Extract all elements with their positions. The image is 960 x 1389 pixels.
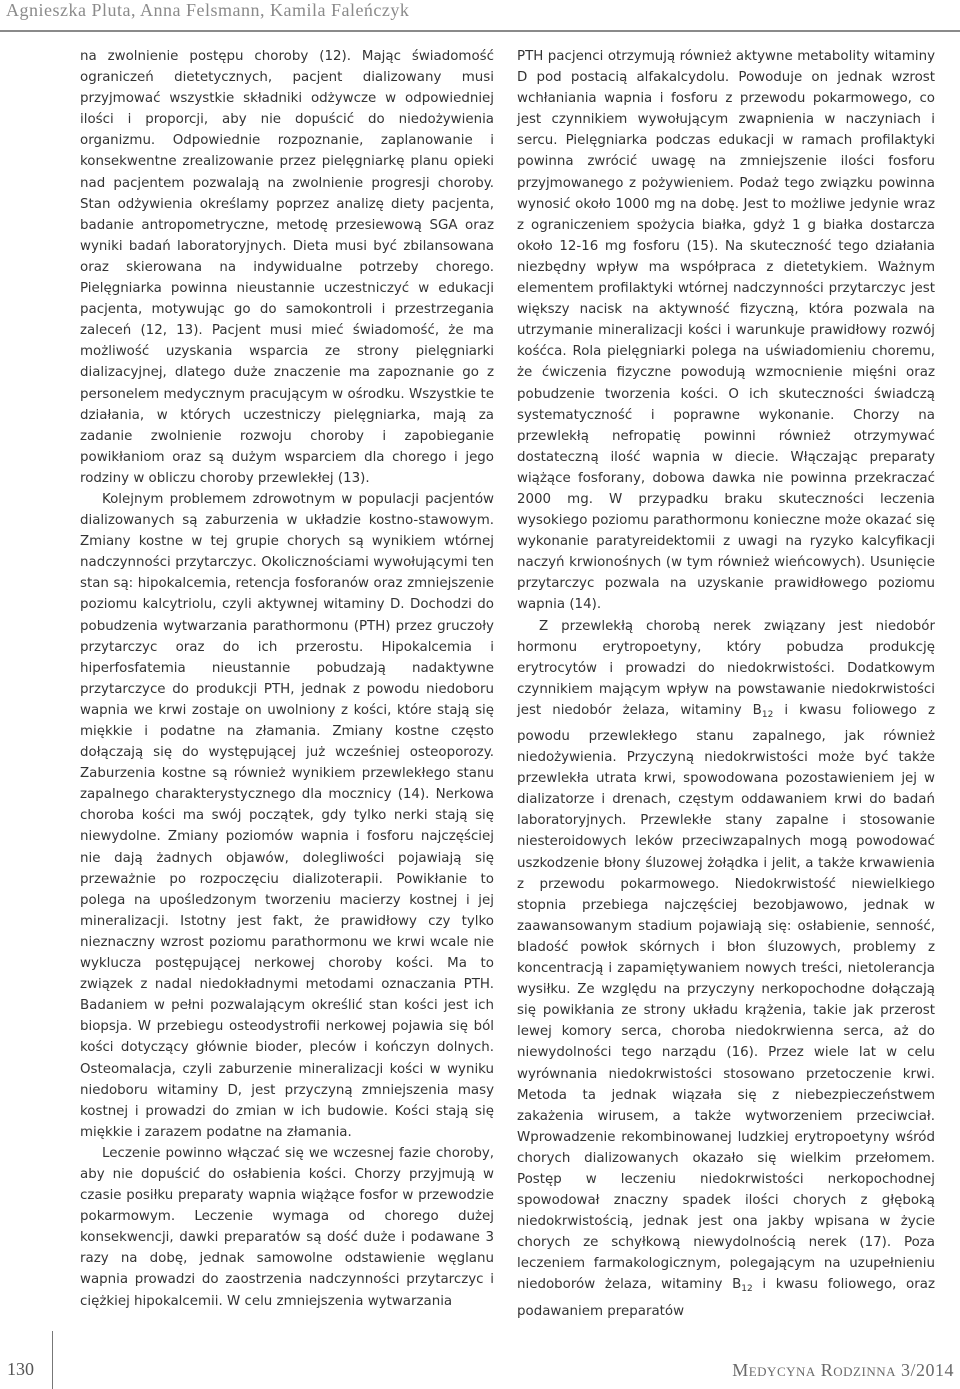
paragraph: [517, 616, 935, 1322]
paragraph-text: i kwasu foliowego, oraz podawaniem preparatów: [517, 1277, 935, 1319]
right-column: [517, 46, 935, 1322]
paragraph: na zwolnienie postępu choroby (12). Mając świadomość ograniczeń dietetycznych, pacjent dializowany musi przyjmować wszystkie składniki odżywcze w odpowiedniej ilości i proporcji, aby nie dopuścić do niedożywienia organizmu. Odpowiednie rozpoznanie, zaplanowanie i konsekwentne zrealizowanie przez pielęgniarkę planu opieki nad pacjentem pozwalają na zwolnienie progresji choroby. Stan odżywienia określamy poprzez analizę diety pacjenta, badanie antropometryczne, metodę przesiewową SGA oraz wyniki badań laboratoryjnych. Dieta musi być zbilansowana oraz skierowana na indywidualne potrzeby chorego. Pielęgniarka powinna nieustannie uczestniczyć w edukacji pacjenta, motywując go do samokontroli i przestrzegania zaleceń (12, 13). Pacjent musi mieć świadomość, że ma możliwość uzyskania wsparcia ze strony pielęgniarki dializacyjnej, dlatego duże znaczenie ma zapoznanie go z personelem medycznym pracującym w ośrodku. Wszystkie te działania, w których uczestniczy pielęgniarka, mają za zadanie zwolnienie rozwoju choroby i zapobieganie powikłaniom oraz są dużym wsparciem dla chorego i jego rodziny w obliczu choroby przewlekłej (13).: [80, 49, 494, 486]
paragraph-text: i kwasu foliowego z powodu przewlekłego stanu zapalnego, jak również niedożywienia. Przyczyną niedokrwistości może być także przewlekła utrata krwi, spowodowana pozostawieniem jej w dializatorze i drenach, częstym oddawaniem krwi do badań laboratoryjnych. Przewlekłe stany zapalne i stosowanie niesteroidowych leków przeciwzapalnych mogą powodować uszkodzenie błony śluzowej żołądka i jelit, a także krwawienia z przewodu pokarmowego. Niedokrwistość niewielkiego stopnia przebiega najczęściej bezobjawowo, jednak w zaawansowanym stadium pojawiają się: osłabienie, senność, bladość powłok skórnych i błon śluzowych, problemy z koncentracją i zapamiętywaniem nowych treści, nietolerancja wysiłku. Ze względu na przyczyny nerkopochodne dołączają się powikłania ze strony układu krążenia, takie jak przerost lewej komory serca, choroba niedokrwienna serca, aż do niewydolności tego narządu (16). Przez wiele lat w celu wyrównania niedokrwistości stosowano przetoczenie krwi. Metoda ta jednak wiązała się z niebezpieczeństwem zakażenia wirusem, a także wytworzeniem przeciwciał. Wprowadzenie rekombinowanej ludzkiej erytropoetyny wśród chorych dializowanych okazało się wielkim przełomem. Postęp w leczeniu niedokrwistości nerkopochodnej spowodował znaczny spadek ilości chorych z głęboką niedokrwistością, jednak jest ona jakby wpisana w życie chorych ze schyłkową niewydolnością nerek (17). Poza leczeniem farmakologicznym, polegającym na uzupełnieniu niedoborów żelaza, witaminy B: [517, 702, 935, 1293]
subscript: 12: [741, 1284, 753, 1295]
footer-divider: [52, 1331, 53, 1389]
left-column: [80, 46, 494, 1312]
paragraph-text: Z przewlekłą chorobą nerek związany jest niedobór hormonu erytropoetyny, który pobudza produkcję erytrocytów i prowadzi do niedokrwistości. Dodatkowym czynnikiem mającym wpływ na powstawanie niedokrwistości jest niedobór żelaza, witaminy B: [517, 618, 935, 718]
page-number: 130: [7, 1359, 34, 1379]
journal-name: Medycyna Rodzinna 3/2014: [732, 1360, 954, 1380]
paragraph: Kolejnym problemem zdrowotnym w populacji pacjentów dializowanych są zaburzenia w układzie kostno-stawowym. Zmiany kostne w tej grupie chorych są wynikiem wtórnej nadczynności przytarczyc. Okolicznościami wywołującymi ten stan są: hipokalcemia, retencja fosforanów oraz zmniejszenie poziomu kalcytriolu, czyli aktywnej witaminy D. Dochodzi do pobudzenia wytwarzania parathormonu (PTH) przez gruczoły przytarczyc oraz do ich przerostu. Hipokalcemia i hiperfosfatemia nieustannie pobudzają nadaktywne przytarczyce do produkcji PTH, jednak z powodu niedoboru wapnia we krwi zostaje on uwolniony z kości, które stają się miękkie i podatne na złamania. Zmiany kostne często dołączają się do występującej już wcześniej osteoporozy. Zaburzenia kostne są również wynikiem przewlekłego stanu zapalnego charakterystycznego dla mocznicy (14). Nerkowa choroba kości ma swój początek, gdy tylko nerki stają się niewydolne. Zmiany poziomów wapnia i fosforu najczęściej nie dają żadnych objawów, dolegliwości pojawiają się przeważnie po rozpoczęciu dializoterapii. Powikłanie to polega na upośledzonym tworzeniu macierzy kostnej i jej mineralizacji. Istotny jest fakt, że prawidłowy czy tylko nieznaczny wzrost poziomu parathormonu we krwi wcale nie wyklucza postępującej nerkowej choroby kości. Ma to związek z nadal niedokładnymi metodami oznaczania PTH. Badaniem w pełni pozwalającym określić stan kości jest ich biopsja. W przebiegu osteodystrofii nerkowej pojawia się ból kości dotyczący głównie bioder, pleców i kończyn dolnych. Osteomalacja, czyli zaburzenie mineralizacji kości w wyniku niedoboru witaminy D, jest przyczyną zmniejszenia masy kostnej i prowadzi do zmian w ich budowie. Kości stają się miękkie i zarazem podatne na złamania.: [80, 491, 494, 1140]
header-authors: Agnieszka Pluta, Anna Felsmann, Kamila Falеńczyk: [6, 0, 410, 20]
subscript: 12: [761, 709, 774, 720]
paragraph: PTH pacjenci otrzymują również aktywne metabolity witaminy D pod postacią alfakalcydolu. Powoduje on jednak wzrost wchłaniania wapnia i fosforu z przewodu pokarmowego, co jest czynnikiem wywołującym zwapnienia w naczyniach i sercu. Pielęgniarka podczas edukacji w ramach profilaktyki powinna zwrócić uwagę na zmniejszenie ilości fosforu przyjmowanego z pożywieniem. Podaż tego związku powinna wynosić około 1000 mg na dobę. Jest to możliwe jedynie wraz z ograniczeniem spożycia białka, gdyż 1 g białka dostarcza około 12-16 mg fosforu (15). Na skuteczność tego działania niezbędny wpływ ma współpraca z dietetykiem. Ważnym elementem profilaktyki wtórnej nadczynności przytarczyc jest większy nacisk na aktywność fizyczną, która pozwala na utrzymanie mineralizacji kości i warunkuje prawidłowy rozwój kośćca. Rola pielęgniarki polega na uświadomieniu choremu, że ćwiczenia fizyczne powodują wzmocnienie mięśni oraz pobudzenie tworzenia kości. O ich skuteczności świadczą systematyczność i poprawne wykonanie. Chorzy na przewlekłą nefropatię powinni również otrzymywać dostateczną ilość wapnia w diecie. Włączając preparaty wiążące fosforany, dobowa dawka nie powinna przekraczać 2000 mg. W przypadku braku skuteczności leczenia wysokiego poziomu parathormonu konieczne może okazać się wykonanie paratyreidektomii z uwagi na ryzyko kalcyfikacji naczyń krwionośnych (w tym również wieńcowych). Usunięcie przytarczyc pozwala na uzyskanie prawidłowego poziomu wapnia (14).: [517, 49, 935, 613]
running-header: [0, 0, 960, 32]
paragraph: Leczenie powinno włączać się we wczesnej fazie choroby, aby nie dopuścić do osłabienia kości. Chorzy przyjmują w czasie posiłku preparaty wapnia wiążące fosfor w przewodzie pokarmowym. Leczenie wymaga od chorego dużej konsekwencji, dawki preparatów są dość duże i podawane 3 razy na dobę, jednak samowolne odstawienie węglanu wapnia prowadzi do zaostrzenia nadczynności przytarczyc i ciężkiej hipokalcemii. W celu zmniejszenia wytwarzania: [80, 1145, 494, 1309]
